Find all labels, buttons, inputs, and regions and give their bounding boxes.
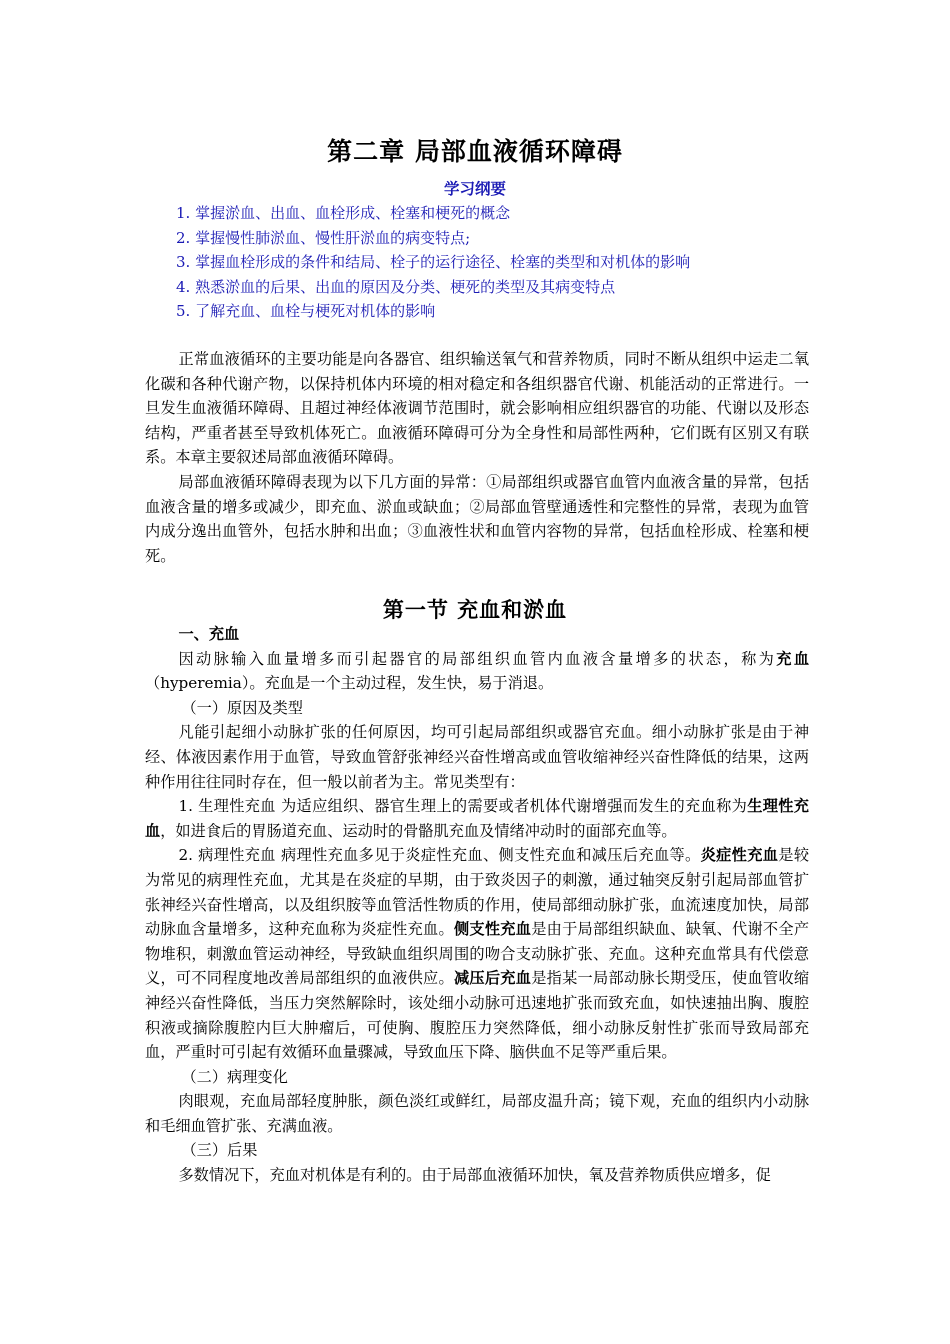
text-run: （hyperemia）。充血是一个主动过程，发生快，易于消退。 [145,674,554,693]
text-run: 是由于局部组织缺血、缺氧、代谢不全产物堆积，刺激血管运动神经，导致缺血组织周围的吻合支动脉扩张、充血。这种充血常具有代偿意义，可不同程度地改善局部组织的血液供应。 [145,920,810,988]
item-physiological [145,794,809,843]
section-body [145,622,809,1188]
subheading-hyperemia [145,622,809,647]
term-highlight: 侧支性充血 [453,920,532,939]
text-run: 因动脉输入血量增多而引起器官的局部组织血管内血液含量增多的状态，称为 [178,649,777,668]
outline-item: 4. 熟悉淤血的后果、出血的原因及分类、梗死的类型及其病变特点 [176,277,616,296]
outline-item: 5. 了解充血、血栓与梗死对机体的影响 [176,302,436,320]
text-run: 是较为常见的病理性充血，尤其是在炎症的早期，由于致炎因子的刺激，通过轴突反射引起局部血管扩张神经兴奋性增高，以及组织胺等血管活性物质的作用，使局部细动脉扩张，血流速度加快，局部动脉血含量增多，这种充血称为炎症性充血。 [145,846,810,939]
intro-paragraph: 局部血液循环障碍表现为以下几方面的异常：①局部组织或器官血管内血液含量的异常，包括血液含量的增多或减少，即充血、淤血或缺血；②局部血管壁通透性和完整性的异常，表现为血管内成分逸出血管外，包括水肿和出血；③血液性状和血管内容物的异常，包括血栓形成、栓塞和梗死。 [145,472,809,565]
text-run: ，如进食后的胃肠道充血、运动时的骨骼肌充血及情绪冲动时的面部充血等。 [160,821,677,840]
outline-item: 3. 掌握血栓形成的条件和结局、栓子的运行途径、栓塞的类型和对机体的影响 [176,253,691,271]
outline-heading: 学习纲要 [443,179,506,198]
outline-list [176,201,876,324]
text-run: 1. 生理性充血 为适应组织、器官生理上的需要或者机体代谢增强而发生的充血称为 [178,797,748,816]
item-pathological [145,843,809,1064]
subheading-outcome: （三）后果 [181,1141,258,1160]
intro-text [145,347,809,568]
subheading-causes: （一）原因及类型 [181,698,303,717]
text-run: 2. 病理性充血 病理性充血多见于炎症性充血、侧支性充血和减压后充血等。 [178,846,701,865]
outline-item: 1. 掌握淤血、出血、血栓形成、栓塞和梗死的概念 [176,204,511,222]
outcome-paragraph: 多数情况下，充血对机体是有利的。由于局部血液循环加快，氧及营养物质供应增多，促 [178,1166,771,1185]
term-highlight: 炎症性充血 [700,846,779,865]
intro-paragraph: 正常血液循环的主要功能是向各器官、组织输送氧气和营养物质，同时不断从组织中运走二氧化碳和各种代谢产物，以保持机体内环境的相对稳定和各组织器官代谢、机能活动的正常进行。一旦发生血液循环障碍、且超过神经体液调节范围时，就会影响相应组织器官的功能、代谢以及形态结构，严重者甚至导致机体死亡。血液循环障碍可分为全身性和局部性两种，它们既有区别又有联系。本章主要叙述局部血液循环障碍。 [145,350,809,467]
term-highlight: 充血 [776,649,810,668]
pathology-paragraph: 肉眼观，充血局部轻度肿胀，颜色淡红或鲜红，局部皮温升高；镜下观，充血的组织内小动脉和毛细血管扩张、充满血液。 [145,1092,809,1135]
term-highlight: 减压后充血 [453,969,532,988]
definition-paragraph [145,647,809,696]
chapter-title: 第二章 局部血液循环障碍 [327,137,623,166]
subheading-text: 一、充血 [178,625,240,643]
causes-paragraph: 凡能引起细小动脉扩张的任何原因，均可引起局部组织或器官充血。细小动脉扩张是由于神经、体液因素作用于血管，导致血管舒张神经兴奋性增高或血管收缩神经兴奋性降低的结果，这两种作用往往同时存在，但一般以前者为主。常见类型有： [145,723,809,791]
term-highlight: 生理性充血 [145,797,809,840]
section-title: 第一节 充血和淤血 [382,597,568,622]
outline-item: 2. 掌握慢性肺淤血、慢性肝淤血的病变特点; [176,228,471,247]
text-run: 是指某一局部动脉长期受压，使血管收缩神经兴奋性降低，当压力突然解除时，该处细小动脉可迅速地扩张而致充血，如快速抽出胸、腹腔积液或摘除腹腔内巨大肿瘤后，可使胸、腹腔压力突然降低，细小动脉反射性扩张而导致局部充血，严重时可引起有效循环血量骤减，导致血压下降、脑供血不足等严重后果。 [145,969,810,1062]
subheading-pathology: （二）病理变化 [181,1067,288,1086]
